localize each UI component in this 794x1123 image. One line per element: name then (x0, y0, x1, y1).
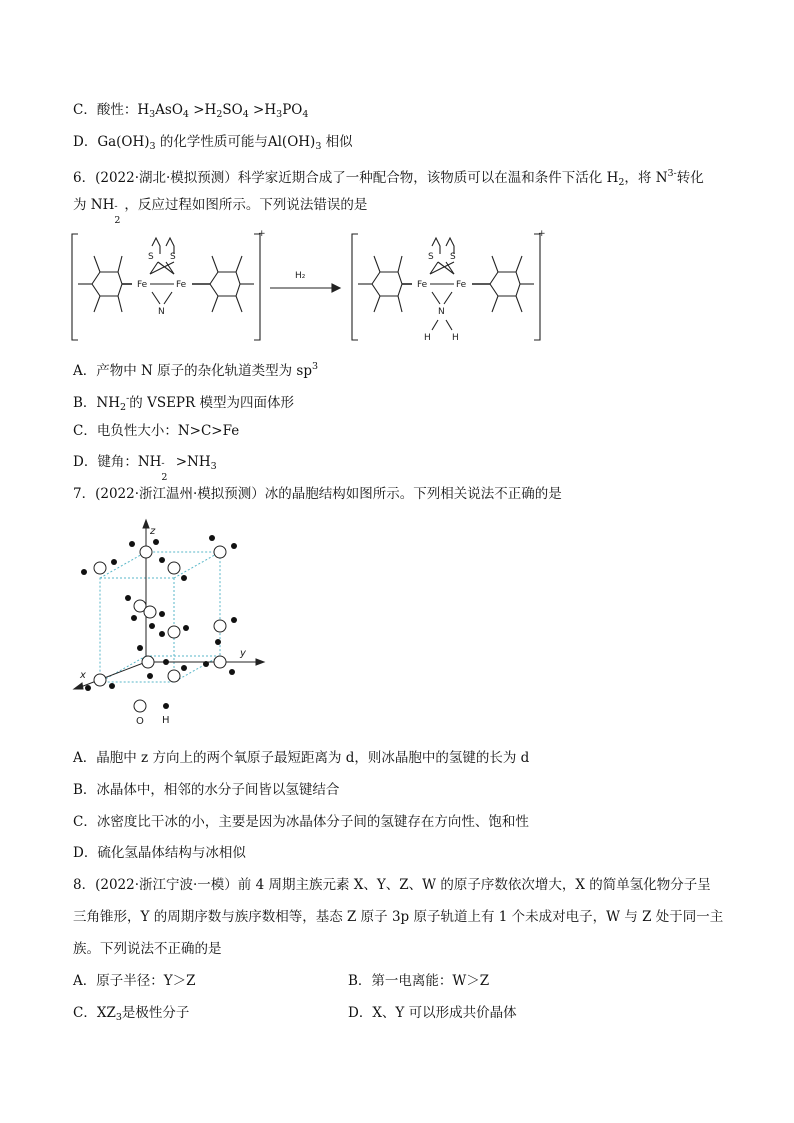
axis-z-label: z (150, 526, 156, 537)
legend-oxygen-symbol (134, 700, 146, 712)
q5-option-c: C．酸性：$H_3AsO_4 >H_2SO_4 >H_3PO_4$ (73, 102, 309, 120)
q7-option-b: B．冰晶体中，相邻的水分子间皆以氢键结合 (73, 782, 340, 798)
fe-label: Fe (176, 280, 187, 290)
q6-stem-line2: 为 NH - 2 ，反应过程如图所示。下列说法错误的是 (73, 197, 368, 226)
arrow-label: H₂ (295, 271, 306, 281)
s-label: S (450, 252, 456, 262)
axis-y-label: y (240, 648, 246, 659)
n-label: N (438, 307, 445, 317)
q6-option-b: B．$NH_2^-$的 VSEPR 模型为四面体形 (73, 393, 294, 413)
q8-stem-line3: 族。下列说法不正确的是 (73, 941, 222, 957)
q7-option-a: A．晶胞中 z 方向上的两个氧原子最短距离为 d，则冰晶胞中的氢键的长为 d (73, 750, 530, 766)
q7-option-d: D．硫化氢晶体结构与冰相似 (73, 845, 246, 861)
cp-ring-left (78, 256, 132, 312)
reaction-figure (70, 228, 550, 348)
q6-option-c: C．电负性大小：N>C>Fe (73, 423, 240, 439)
q7-stem: 7．(2022·浙江温州·模拟预测）冰的晶胞结构如图所示。下列相关说法不正确的是 (73, 486, 562, 502)
q8-option-a: A．原子半径：Y＞Z (73, 973, 196, 989)
q7-option-c: C．冰密度比干冰的小，主要是因为冰晶体分子间的氢键存在方向性、饱和性 (73, 814, 529, 830)
n-label: N (158, 307, 165, 317)
q6-stem-line1: 6．(2022·湖北·模拟预测）科学家近期合成了一种配合物，该物质可以在温和条件下活化 $H_2$，将 $N^{3-}$转化 (73, 168, 704, 188)
q5-option-d: D．$Ga(OH)_3$ 的化学性质可能与$Al(OH)_3$ 相似 (73, 134, 353, 152)
legend-oxygen-label: O (136, 716, 144, 727)
s-label: S (428, 252, 434, 262)
q8-option-b: B．第一电离能：W＞Z (348, 973, 490, 989)
s-label: S (148, 252, 154, 262)
charge-right: + (538, 229, 546, 239)
fe-label: Fe (456, 280, 467, 290)
fe-label: Fe (137, 280, 148, 290)
q8-stem-line1: 8．(2022·浙江宁波·一模）前 4 周期主族元素 X、Y、Z、W 的原子序数依次增大，X 的简单氢化物分子呈 (73, 877, 711, 893)
fe-label: Fe (417, 280, 428, 290)
q6-option-d: D．键角：NH - 2 $>NH_3$ (73, 454, 217, 483)
legend-hydrogen-label: H (162, 715, 170, 726)
q6-option-a: A．产物中 N 原子的杂化轨道类型为 $sp^3$ (73, 361, 319, 379)
axis-x-label: x (80, 670, 86, 681)
h-label: H (452, 333, 459, 343)
s-label: S (170, 252, 176, 262)
h-label: H (424, 333, 431, 343)
q8-option-d: D．X、Y 可以形成共价晶体 (348, 1005, 517, 1021)
q8-option-c: C．$XZ_3$是极性分子 (73, 1005, 190, 1023)
cp-ring-right (192, 256, 254, 312)
q8-stem-line2: 三角锥形，Y 的周期序数与族序数相等，基态 Z 原子 3p 原子轨道上有 1 个未成对电子，W 与 Z 处于同一主 (73, 909, 724, 925)
ice-unit-cell-figure (70, 516, 270, 730)
charge-left: + (258, 229, 266, 239)
